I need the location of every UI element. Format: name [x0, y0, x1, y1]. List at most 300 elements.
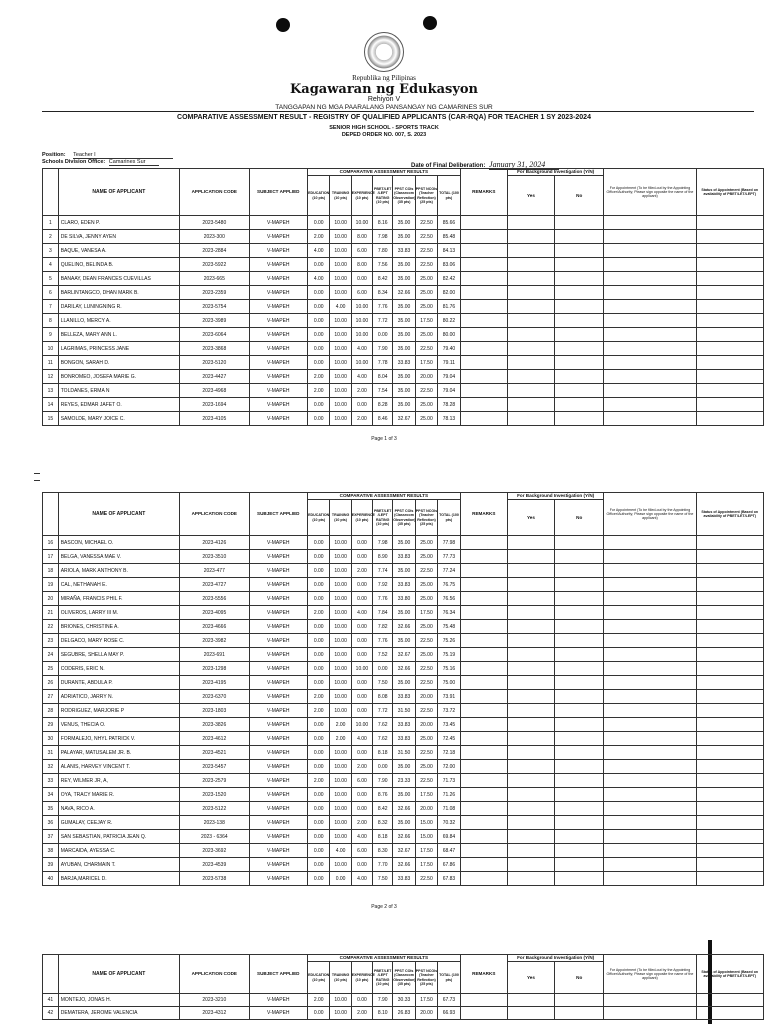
cell-remarks — [460, 690, 507, 704]
cell-no: 34 — [43, 788, 59, 802]
cell-pb: 7.78 — [373, 356, 393, 370]
cell-pb: 8.34 — [373, 286, 393, 300]
table-row — [43, 620, 764, 634]
cell-name: BONGON, SARAH D. — [58, 356, 179, 370]
cell-ncoi: 22.50 — [415, 662, 437, 676]
cell-no: 42 — [43, 1007, 59, 1020]
cell-edu: 2.00 — [307, 606, 329, 620]
cell-total: 75.26 — [438, 634, 461, 648]
cell-bi-no — [555, 314, 604, 328]
cell-remarks — [460, 760, 507, 774]
col-experience-header: EXPERIENCE (10 pts) — [351, 176, 372, 216]
cell-ncoi: 15.00 — [415, 830, 437, 844]
cell-ex: 6.00 — [351, 244, 372, 258]
cell-bi-no — [555, 328, 604, 342]
cell-appointment — [604, 634, 696, 648]
cell-tr: 4.00 — [330, 300, 351, 314]
cell-total: 73.45 — [438, 718, 461, 732]
cell-name: REY, WILMER JR, A, — [58, 774, 179, 788]
cell-bi-no — [555, 802, 604, 816]
cell-bi-yes — [507, 690, 554, 704]
col-bi-group-header: For Background Investigation (Y/N) — [507, 169, 604, 176]
cell-bi-yes — [507, 272, 554, 286]
cell-edu: 2.00 — [307, 230, 329, 244]
cell-total: 66.93 — [438, 1007, 461, 1020]
office-label: Schools Division Office: — [42, 159, 106, 165]
col-car-group-header: COMPARATIVE ASSESSMENT RESULTS — [307, 955, 460, 962]
cell-bi-yes — [507, 258, 554, 272]
cell-subject: V-MAPEH — [249, 356, 307, 370]
cell-status — [696, 620, 763, 634]
cell-subject: V-MAPEH — [249, 994, 307, 1007]
cell-tr: 10.00 — [330, 272, 351, 286]
cell-edu: 0.00 — [307, 760, 329, 774]
cell-bi-yes — [507, 802, 554, 816]
cell-subject: V-MAPEH — [249, 704, 307, 718]
cell-total: 73.91 — [438, 690, 461, 704]
cell-name: REYES, EDMAR JAFET O. — [58, 398, 179, 412]
cell-total: 85.66 — [438, 216, 461, 230]
cell-ex: 6.00 — [351, 844, 372, 858]
col-remarks-header: REMARKS — [460, 493, 507, 536]
cell-total: 77.73 — [438, 550, 461, 564]
cell-appointment — [604, 592, 696, 606]
cell-remarks — [460, 230, 507, 244]
table-row — [43, 662, 764, 676]
cell-ncoi: 22.50 — [415, 774, 437, 788]
col-code-header: APPLICATION CODE — [179, 493, 249, 536]
cell-bi-yes — [507, 356, 554, 370]
cell-pb: 7.54 — [373, 384, 393, 398]
applicants-table-page-3 — [42, 954, 764, 1020]
cell-name: DE SILVA, JENNY AYEN — [58, 230, 179, 244]
col-subject-header: SUBJECT APPLIED — [249, 169, 307, 216]
table-row — [43, 314, 764, 328]
cell-subject: V-MAPEH — [249, 760, 307, 774]
cell-ncoi: 25.00 — [415, 286, 437, 300]
cell-subject: V-MAPEH — [249, 300, 307, 314]
cell-code: 2023-4312 — [179, 1007, 249, 1020]
cell-bi-yes — [507, 746, 554, 760]
cell-ex: 8.00 — [351, 230, 372, 244]
cell-bi-no — [555, 216, 604, 230]
cell-edu: 0.00 — [307, 216, 329, 230]
cell-no: 20 — [43, 592, 59, 606]
cell-ex: 0.00 — [351, 272, 372, 286]
cell-pb: 8.04 — [373, 370, 393, 384]
cell-code: 2023-6370 — [179, 690, 249, 704]
cell-ncoi: 25.00 — [415, 300, 437, 314]
cell-tr: 10.00 — [330, 788, 351, 802]
cell-tr: 10.00 — [330, 648, 351, 662]
cell-no: 27 — [43, 690, 59, 704]
cell-remarks — [460, 662, 507, 676]
table-row — [43, 606, 764, 620]
col-ncoi-header: PPST NCOIs (Teacher Reflection) (25 pts) — [415, 176, 437, 216]
cell-name: LAGRIMAS, PRINCESS JANE — [58, 342, 179, 356]
cell-code: 2023-4666 — [179, 620, 249, 634]
cell-bi-yes — [507, 662, 554, 676]
cell-subject: V-MAPEH — [249, 746, 307, 760]
cell-appointment — [604, 578, 696, 592]
cell-total: 67.73 — [438, 994, 461, 1007]
cell-code: 2023-1694 — [179, 398, 249, 412]
cell-edu: 0.00 — [307, 802, 329, 816]
cell-no: 39 — [43, 858, 59, 872]
cell-bi-no — [555, 370, 604, 384]
cell-ex: 0.00 — [351, 592, 372, 606]
cell-no: 5 — [43, 272, 59, 286]
cell-no: 8 — [43, 314, 59, 328]
table-row — [43, 788, 764, 802]
col-coi-header: PPST COIs (Classroom Observation) (35 pts) — [393, 500, 415, 536]
table-row — [43, 816, 764, 830]
cell-name: MARCAIDA, AYESSA C. — [58, 844, 179, 858]
cell-tr: 10.00 — [330, 1007, 351, 1020]
cell-remarks — [460, 844, 507, 858]
cell-status — [696, 746, 763, 760]
cell-name: ALANIS, HARVEY VINCENT T. — [58, 760, 179, 774]
cell-pb: 7.52 — [373, 648, 393, 662]
cell-bi-yes — [507, 244, 554, 258]
cell-remarks — [460, 620, 507, 634]
col-appointment-header: For Appointment (To be filled-out by the Appointing Officer/Authority; Please sign opposite the name of the applicant) — [604, 955, 696, 994]
table-row — [43, 718, 764, 732]
cell-bi-yes — [507, 620, 554, 634]
cell-ex: 4.00 — [351, 342, 372, 356]
cell-bi-no — [555, 760, 604, 774]
table-row — [43, 286, 764, 300]
cell-pb: 7.90 — [373, 342, 393, 356]
cell-status — [696, 578, 763, 592]
cell-ncoi: 17.50 — [415, 844, 437, 858]
cell-no: 23 — [43, 634, 59, 648]
col-no-header — [43, 169, 59, 216]
cell-tr: 2.00 — [330, 732, 351, 746]
cell-ncoi: 25.00 — [415, 578, 437, 592]
cell-total: 81.76 — [438, 300, 461, 314]
cell-no: 1 — [43, 216, 59, 230]
cell-name: BELLEZA, MARY ANN L. — [58, 328, 179, 342]
cell-edu: 0.00 — [307, 746, 329, 760]
cell-no: 35 — [43, 802, 59, 816]
cell-remarks — [460, 1007, 507, 1020]
cell-bi-yes — [507, 230, 554, 244]
cell-bi-no — [555, 286, 604, 300]
cell-bi-yes — [507, 760, 554, 774]
cell-code: 2023-4105 — [179, 412, 249, 426]
cell-status — [696, 384, 763, 398]
cell-code: 2023-5480 — [179, 216, 249, 230]
cell-pb: 8.46 — [373, 412, 393, 426]
cell-status — [696, 370, 763, 384]
cell-bi-yes — [507, 872, 554, 886]
cell-status — [696, 648, 763, 662]
cell-remarks — [460, 398, 507, 412]
cell-tr: 10.00 — [330, 258, 351, 272]
cell-bi-no — [555, 844, 604, 858]
cell-no: 15 — [43, 412, 59, 426]
cell-remarks — [460, 244, 507, 258]
cell-pb: 0.00 — [373, 760, 393, 774]
table-row — [43, 328, 764, 342]
cell-edu: 2.00 — [307, 690, 329, 704]
cell-coi: 35.00 — [393, 398, 415, 412]
cell-pb: 7.72 — [373, 704, 393, 718]
cell-no: 9 — [43, 328, 59, 342]
cell-name: DEMATERA, JEROME VALENCIA — [58, 1007, 179, 1020]
cell-appointment — [604, 286, 696, 300]
col-subject-header: SUBJECT APPLIED — [249, 493, 307, 536]
document-page-1 — [0, 0, 768, 442]
cell-status — [696, 230, 763, 244]
cell-coi: 35.00 — [393, 328, 415, 342]
cell-name: BONROMEO, JOSEFA MARIE G. — [58, 370, 179, 384]
cell-pb: 8.42 — [373, 802, 393, 816]
table-row — [43, 230, 764, 244]
cell-total: 80.00 — [438, 328, 461, 342]
cell-bi-no — [555, 398, 604, 412]
table-row — [43, 732, 764, 746]
cell-ncoi: 22.50 — [415, 704, 437, 718]
table-row — [43, 676, 764, 690]
cell-no: 6 — [43, 286, 59, 300]
cell-pb: 8.18 — [373, 830, 393, 844]
cell-name: GUMALAY, CEEJAY R. — [58, 816, 179, 830]
table-row — [43, 272, 764, 286]
cell-ex: 0.00 — [351, 550, 372, 564]
cell-edu: 2.00 — [307, 774, 329, 788]
cell-bi-no — [555, 872, 604, 886]
cell-ncoi: 22.50 — [415, 216, 437, 230]
cell-total: 79.04 — [438, 384, 461, 398]
cell-name: ARIOLA, MARK ANTHONY B. — [58, 564, 179, 578]
cell-subject: V-MAPEH — [249, 606, 307, 620]
cell-coi: 35.00 — [393, 230, 415, 244]
cell-ex: 10.00 — [351, 216, 372, 230]
cell-total: 83.06 — [438, 258, 461, 272]
cell-pb: 7.76 — [373, 634, 393, 648]
cell-pb: 7.90 — [373, 994, 393, 1007]
cell-appointment — [604, 620, 696, 634]
cell-bi-yes — [507, 788, 554, 802]
table-row — [43, 774, 764, 788]
scan-mark — [34, 480, 40, 481]
cell-edu: 0.00 — [307, 788, 329, 802]
cell-remarks — [460, 746, 507, 760]
cell-bi-yes — [507, 384, 554, 398]
cell-appointment — [604, 384, 696, 398]
cell-bi-yes — [507, 774, 554, 788]
cell-no: 31 — [43, 746, 59, 760]
cell-total: 72.18 — [438, 746, 461, 760]
cell-subject: V-MAPEH — [249, 774, 307, 788]
cell-bi-no — [555, 230, 604, 244]
cell-tr: 10.00 — [330, 760, 351, 774]
col-car-group-header: COMPARATIVE ASSESSMENT RESULTS — [307, 169, 460, 176]
cell-name: TOLDANES, ERMA N — [58, 384, 179, 398]
page-footer-2: Page 2 of 3 — [371, 904, 397, 910]
cell-bi-yes — [507, 342, 554, 356]
cell-name: VENUS, THECIA O. — [58, 718, 179, 732]
cell-appointment — [604, 662, 696, 676]
cell-remarks — [460, 216, 507, 230]
cell-tr: 10.00 — [330, 370, 351, 384]
cell-pb: 7.62 — [373, 732, 393, 746]
col-education-header: EDUCATION (10 pts) — [307, 176, 329, 216]
cell-edu: 4.00 — [307, 272, 329, 286]
cell-tr: 10.00 — [330, 536, 351, 550]
cell-no: 18 — [43, 564, 59, 578]
cell-remarks — [460, 286, 507, 300]
cell-subject: V-MAPEH — [249, 230, 307, 244]
table-row — [43, 412, 764, 426]
cell-appointment — [604, 216, 696, 230]
cell-no: 24 — [43, 648, 59, 662]
cell-edu: 0.00 — [307, 356, 329, 370]
cell-coi: 33.83 — [393, 690, 415, 704]
cell-tr: 10.00 — [330, 690, 351, 704]
cell-bi-no — [555, 564, 604, 578]
cell-remarks — [460, 300, 507, 314]
cell-status — [696, 328, 763, 342]
cell-coi: 33.83 — [393, 356, 415, 370]
cell-name: RODRIGUEZ, MARJORIE P — [58, 704, 179, 718]
cell-status — [696, 342, 763, 356]
cell-ncoi: 25.00 — [415, 620, 437, 634]
col-name-header: NAME OF APPLICANT — [58, 955, 179, 994]
cell-remarks — [460, 858, 507, 872]
table-row — [43, 648, 764, 662]
cell-tr: 10.00 — [330, 592, 351, 606]
cell-remarks — [460, 578, 507, 592]
cell-ex: 0.00 — [351, 802, 372, 816]
cell-appointment — [604, 830, 696, 844]
cell-coi: 31.50 — [393, 746, 415, 760]
cell-coi: 35.00 — [393, 676, 415, 690]
cell-ex: 0.00 — [351, 648, 372, 662]
cell-status — [696, 244, 763, 258]
cell-no: 12 — [43, 370, 59, 384]
cell-status — [696, 314, 763, 328]
cell-edu: 0.00 — [307, 550, 329, 564]
cell-ex: 4.00 — [351, 732, 372, 746]
cell-tr: 10.00 — [330, 634, 351, 648]
cell-appointment — [604, 412, 696, 426]
cell-bi-no — [555, 830, 604, 844]
cell-edu: 0.00 — [307, 872, 329, 886]
cell-coi: 32.66 — [393, 662, 415, 676]
cell-bi-yes — [507, 412, 554, 426]
col-no-bi-header: No — [555, 962, 604, 994]
cell-ex: 4.00 — [351, 606, 372, 620]
cell-tr: 0.00 — [330, 872, 351, 886]
cell-status — [696, 662, 763, 676]
cell-no: 16 — [43, 536, 59, 550]
cell-bi-yes — [507, 328, 554, 342]
cell-status — [696, 816, 763, 830]
cell-ex: 10.00 — [351, 328, 372, 342]
cell-ex: 0.00 — [351, 994, 372, 1007]
cell-tr: 10.00 — [330, 662, 351, 676]
cell-total: 85.48 — [438, 230, 461, 244]
cell-name: QUELINO, BELINDA B. — [58, 258, 179, 272]
cell-pb: 7.50 — [373, 676, 393, 690]
cell-bi-no — [555, 676, 604, 690]
cell-subject: V-MAPEH — [249, 578, 307, 592]
cell-ex: 4.00 — [351, 872, 372, 886]
cell-code: 2023-3692 — [179, 844, 249, 858]
cell-subject: V-MAPEH — [249, 314, 307, 328]
col-coi-header: PPST COIs (Classroom Observation) (35 pts) — [393, 962, 415, 994]
cell-total: 75.00 — [438, 676, 461, 690]
cell-name: BRIONES, CHRISTINE A. — [58, 620, 179, 634]
cell-tr: 10.00 — [330, 802, 351, 816]
cell-total: 75.48 — [438, 620, 461, 634]
scan-mark — [34, 473, 40, 474]
cell-ncoi: 17.50 — [415, 356, 437, 370]
cell-bi-no — [555, 648, 604, 662]
cell-remarks — [460, 704, 507, 718]
cell-coi: 35.00 — [393, 606, 415, 620]
cell-appointment — [604, 872, 696, 886]
cell-subject: V-MAPEH — [249, 286, 307, 300]
cell-remarks — [460, 314, 507, 328]
cell-status — [696, 732, 763, 746]
cell-status — [696, 592, 763, 606]
col-experience-header: EXPERIENCE (10 pts) — [351, 962, 372, 994]
cell-appointment — [604, 536, 696, 550]
cell-coi: 31.50 — [393, 704, 415, 718]
col-appointment-header: For Appointment (To be filled-out by the Appointing Officer/Authority; Please sign opposite the name of the applicant) — [604, 169, 696, 216]
table-row — [43, 244, 764, 258]
cell-name: DURANTE, ABDULA P. — [58, 676, 179, 690]
cell-subject: V-MAPEH — [249, 384, 307, 398]
cell-tr: 10.00 — [330, 830, 351, 844]
cell-ex: 6.00 — [351, 286, 372, 300]
cell-name: MONTEJO, JONAS H. — [58, 994, 179, 1007]
table-row — [43, 760, 764, 774]
cell-ncoi: 25.00 — [415, 732, 437, 746]
cell-bi-no — [555, 356, 604, 370]
col-no-header — [43, 955, 59, 994]
col-status-header: Status of Appointment (Based on availability of PBET/LET/LEPT) — [696, 493, 763, 536]
cell-tr: 10.00 — [330, 328, 351, 342]
cell-name: PALAYAR, MATUSALEM JR. B. — [58, 746, 179, 760]
col-training-header: TRAINING (10 pts) — [330, 962, 351, 994]
cell-remarks — [460, 788, 507, 802]
cell-ex: 8.00 — [351, 258, 372, 272]
cell-bi-yes — [507, 300, 554, 314]
table-row — [43, 1007, 764, 1020]
cell-no: 3 — [43, 244, 59, 258]
cell-code: 2023-2884 — [179, 244, 249, 258]
cell-tr: 10.00 — [330, 412, 351, 426]
cell-ncoi: 22.50 — [415, 634, 437, 648]
cell-total: 68.47 — [438, 844, 461, 858]
cell-ncoi: 22.50 — [415, 872, 437, 886]
col-ncoi-header: PPST NCOIs (Teacher Reflection) (25 pts) — [415, 962, 437, 994]
cell-name: BASCON, MICHAEL O. — [58, 536, 179, 550]
table-row — [43, 258, 764, 272]
cell-remarks — [460, 356, 507, 370]
cell-bi-no — [555, 550, 604, 564]
cell-bi-no — [555, 718, 604, 732]
cell-name: OYA, TRACY MARIE R. — [58, 788, 179, 802]
cell-pb: 8.30 — [373, 844, 393, 858]
cell-appointment — [604, 606, 696, 620]
col-yes-header: Yes — [507, 962, 554, 994]
